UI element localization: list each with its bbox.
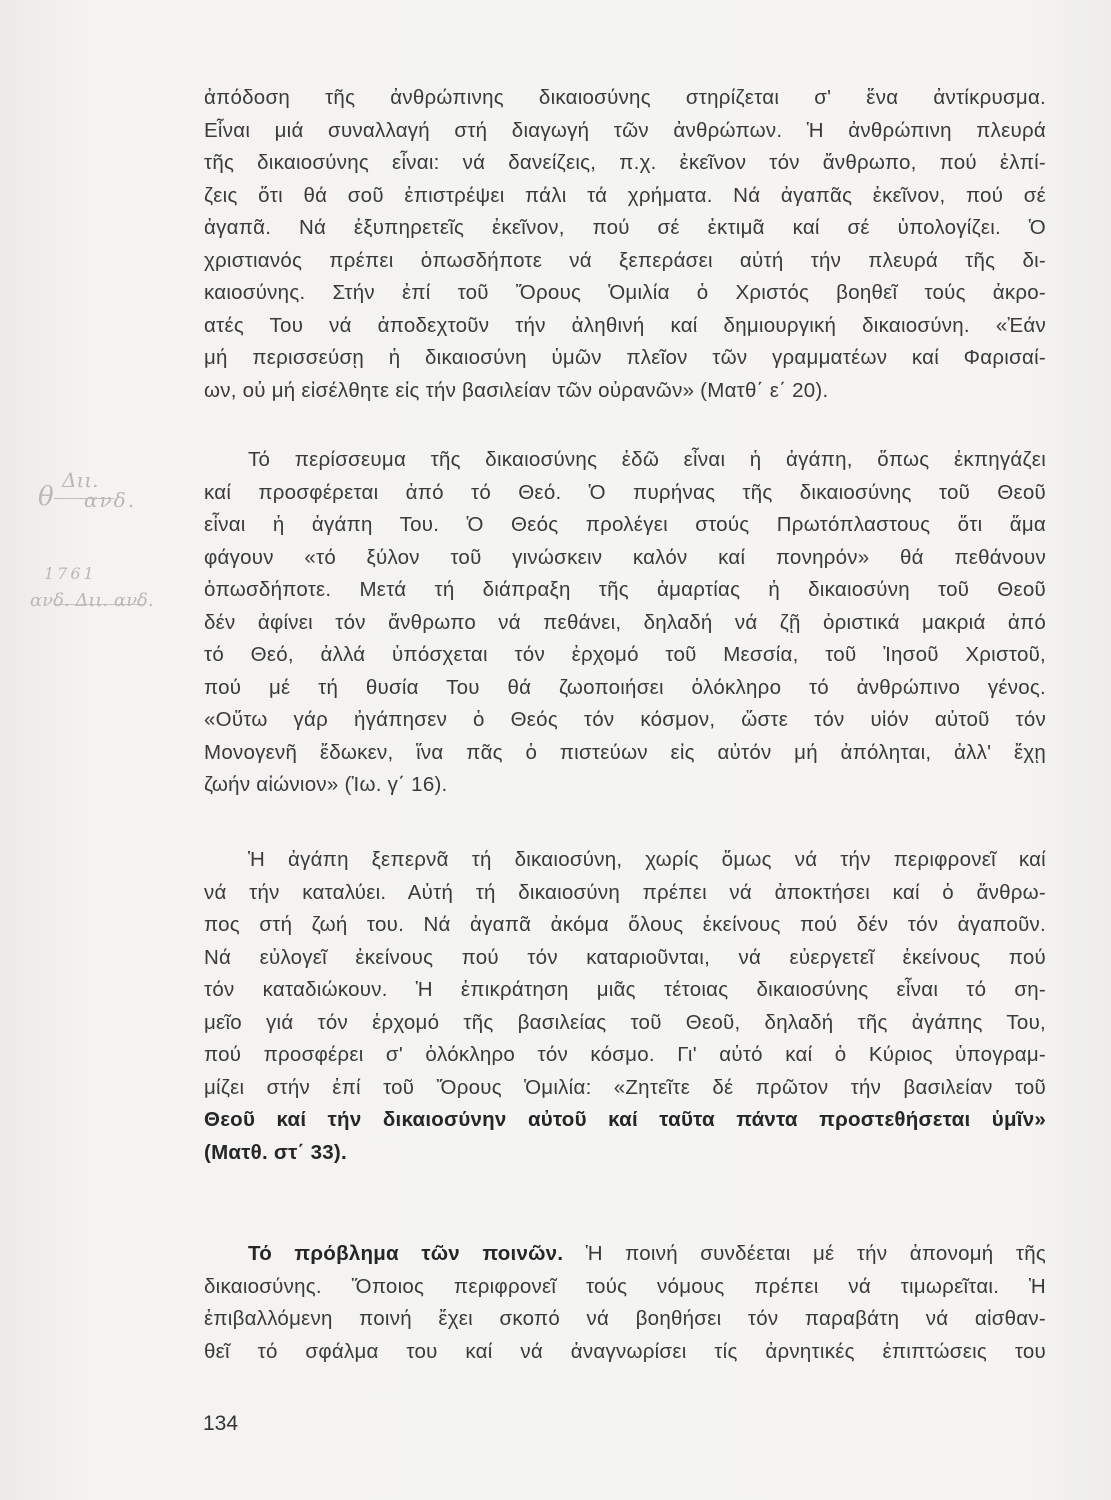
text-line: πος στή ζωή του. Νά ἀγαπᾶ ἀκόμα ὅλους ἐκείνους πού δέν τόν ἀγαποῦν.: [204, 913, 1046, 936]
text-line: νά τήν καταλύει. Αὐτή τή δικαιοσύνη πρέπει νά ἀποκτήσει καί ὁ ἄνθρω-: [204, 880, 1046, 904]
page-number: 134: [203, 1412, 239, 1435]
text-line: «Οὕτω γάρ ἠγάπησεν ὁ Θεός τόν κόσμον, ὥστε τόν υἱόν αὐτοῦ τόν: [204, 708, 1046, 731]
text-line: ζωήν αἰώνιον» (Ἰω. γ΄ 16).: [204, 773, 448, 796]
text-line: δικαιοσύνης. Ὅποιος περιφρονεῖ τούς νόμους πρέπει νά τιμωρεῖται. Ἡ: [204, 1274, 1046, 1298]
text-line: εἶναι ἡ ἀγάπη Του. Ὁ Θεός προλέγει στούς Πρωτόπλαστους ὅτι ἅμα: [204, 513, 1046, 536]
text-line: Εἶναι μιά συναλλαγή στή διαγωγή τῶν ἀνθρώπων. Ἡ ἀνθρώπινη πλευρά: [204, 118, 1046, 142]
margin-note: ανδ.: [84, 488, 137, 512]
text-line: τό Θεό, ἀλλά ὑπόσχεται τόν ἐρχομό τοῦ Μεσσία, τοῦ Ἰησοῦ Χριστοῦ,: [204, 643, 1046, 666]
text-line: μίζει στήν ἐπί τοῦ Ὄρους Ὁμιλία: «Ζητεῖτε δέ πρῶτον τήν βασιλείαν τοῦ: [204, 1075, 1046, 1099]
text-line: τόν καταδιώκουν. Ἡ ἐπικράτηση μιᾶς τέτοιας δικαιοσύνης εἶναι τό ση-: [204, 978, 1046, 1001]
text-line-continuation: Ἡ ποινή συνδέεται μέ τήν ἀπονομή τῆς: [585, 1242, 1046, 1265]
text-line: καιοσύνης. Στήν ἐπί τοῦ Ὄρους Ὁμιλία ὁ Χριστός βοηθεῖ τούς ἀκρο-: [204, 281, 1046, 304]
text-line: μεῖο γιά τόν ἐρχομό τῆς βασιλείας τοῦ Θεοῦ, δηλαδή τῆς ἀγάπης Του,: [204, 1010, 1046, 1034]
handwritten-margin-notes: [24, 468, 194, 628]
text-line: δέν ἀφίνει τόν ἄνθρωπο νά πεθάνει, δηλαδή νά ζῇ ὁριστικά μακριά ἀπό: [204, 610, 1046, 634]
text-line: μή περισσεύσῃ ἡ δικαιοσύνη ὑμῶν πλεῖον τῶν γραμματέων καί Φαρισαί-: [204, 346, 1046, 369]
margin-note: 1761: [44, 564, 97, 583]
text-line: πού μέ τή θυσία Του θά ζωοποιήσει ὁλόκληρο τό ἀνθρώπινο γένος.: [204, 675, 1046, 699]
text-line: τῆς δικαιοσύνης εἶναι: νά δανείζεις, π.χ. ἐκεῖνον τόν ἄνθρωπο, πού ἐλπί-: [204, 151, 1046, 174]
text-line-bold: (Ματθ. στ΄ 33).: [204, 1140, 347, 1164]
paragraph-3: [204, 844, 1046, 1169]
paragraph-4: [204, 1238, 1046, 1368]
text-line: Ἡ ἀγάπη ξεπερνᾶ τή δικαιοσύνη, χωρίς ὅμως νά τήν περιφρονεῖ καί: [248, 848, 1046, 871]
text-line: Νά εὐλογεῖ ἐκείνους πού τόν καταριοῦνται, νά εὐεργετεῖ ἐκείνους πού: [204, 945, 1046, 969]
text-line: Τό περίσσευμα τῆς δικαιοσύνης ἐδῶ εἶναι ἡ ἀγάπη, ὅπως ἐκπηγάζει: [248, 448, 1046, 471]
text-line: ὁπωσδήποτε. Μετά τή διάπραξη τῆς ἁμαρτίας ἡ δικαιοσύνη τοῦ Θεοῦ: [204, 578, 1046, 601]
text-line: ἀπόδοση τῆς ἀνθρώπινης δικαιοσύνης στηρίζεται σ' ἕνα ἀντίκρυσμα.: [204, 86, 1046, 109]
text-line: ζεις ὅτι θά σοῦ ἐπιστρέψει πάλι τά χρήματα. Νά ἀγαπᾶς ἐκεῖνον, πού σέ: [204, 183, 1046, 207]
text-line: καί προσφέρεται ἀπό τό Θεό. Ὁ πυρήνας τῆς δικαιοσύνης τοῦ Θεοῦ: [204, 480, 1046, 504]
text-line: χριστιανός πρέπει ὁπωσδήποτε νά ξεπεράσει αὐτή τήν πλευρά τῆς δι-: [204, 248, 1046, 272]
paragraph-2: [204, 444, 1046, 802]
section-heading: Τό πρόβλημα τῶν ποινῶν.: [248, 1242, 564, 1265]
margin-note: θ: [38, 482, 54, 512]
text-line: ων, οὐ μή εἰσέλθητε εἰς τήν βασιλείαν τῶν οὐρανῶν» (Ματθ΄ ε΄ 20).: [204, 378, 829, 402]
text-line: πού προσφέρει σ' ὁλόκληρο τόν κόσμο. Γι' αὐτό καί ὁ Κύριος ὑπογραμ-: [204, 1043, 1046, 1066]
text-line: [204, 1238, 1046, 1271]
text-line: φάγουν «τό ξύλον τοῦ γινώσκειν καλόν καί πονηρόν» θά πεθάνουν: [204, 545, 1046, 569]
text-line-bold: Θεοῦ καί τήν δικαιοσύνην αὐτοῦ καί ταῦτα πάντα προστεθήσεται ὑμῖν»: [204, 1108, 1046, 1131]
text-line: ἀγαπᾶ. Νά ἐξυπηρετεῖς ἐκεῖνον, πού σέ ἐκτιμᾶ καί σέ ὑπολογίζει. Ὁ: [204, 216, 1046, 239]
margin-note: ανδ. Διι. ανδ.: [30, 590, 154, 611]
text-line: ἐπιβαλλόμενη ποινή ἔχει σκοπό νά βοηθήσει τόν παραβάτη νά αἰσθαν-: [204, 1307, 1046, 1330]
text-line: ατές Του νά ἀποδεχτοῦν τήν ἀληθινή καί δημιουργική δικαιοσύνη. «Ἐάν: [204, 313, 1046, 337]
text-line: θεῖ τό σφάλμα του καί νά ἀναγνωρίσει τίς ἀρνητικές ἐπιπτώσεις του: [204, 1339, 1046, 1363]
text-line: Μονογενῆ ἔδωκεν, ἵνα πᾶς ὁ πιστεύων εἰς αὐτόν μή ἀπόληται, ἀλλ' ἔχῃ: [204, 740, 1046, 764]
margin-note: Διι.: [62, 468, 99, 492]
paragraph-1: [204, 82, 1046, 407]
